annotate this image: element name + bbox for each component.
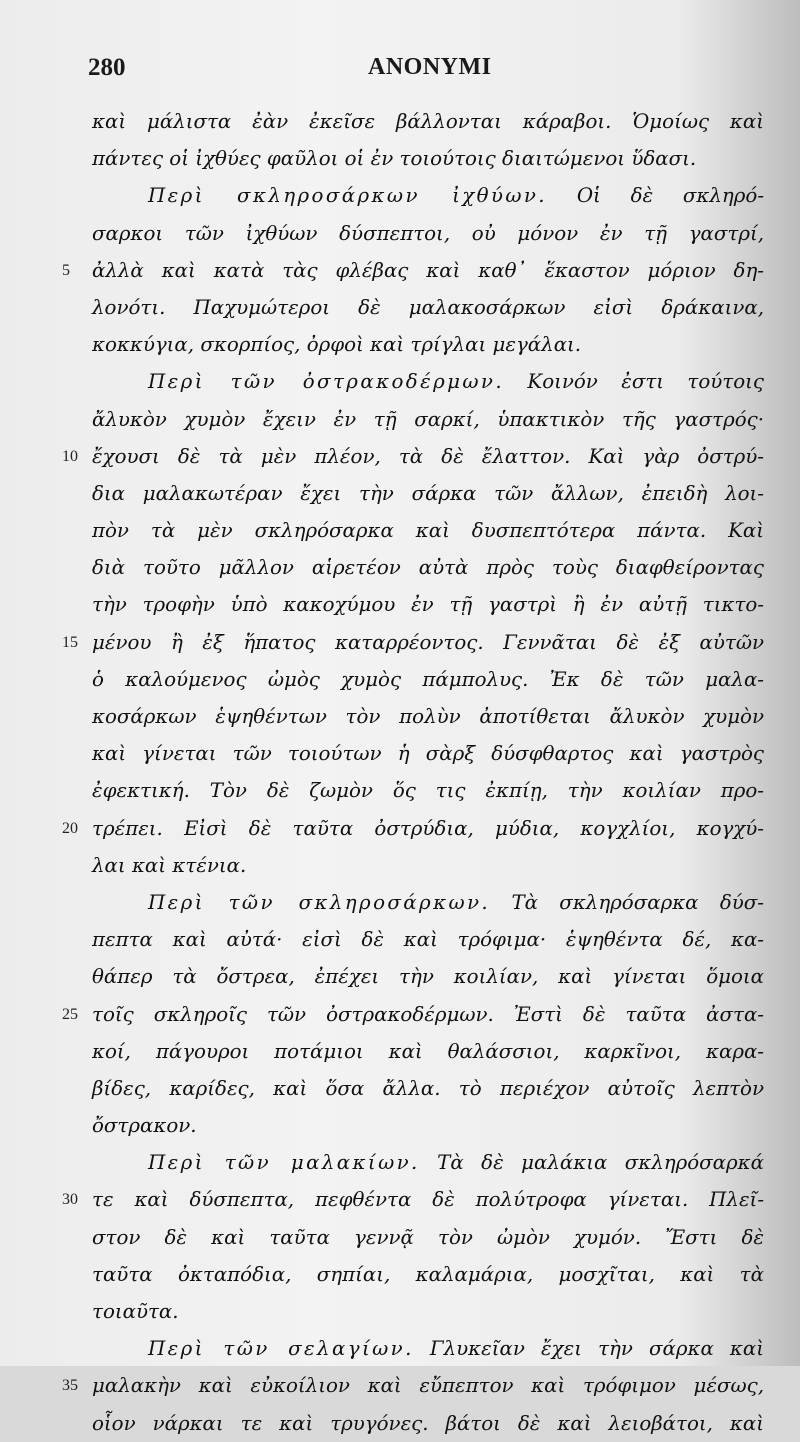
line-content: στον δὲ καὶ ταῦτα γεννᾷ τὸν ὠμὸν χυμόν. Ἔστι δὲ	[92, 1225, 764, 1249]
line-content: καὶ μάλιστα ἐὰν ἐκεῖσε βάλλονται κάραβοι. Ὁμοίως καὶ	[92, 110, 764, 133]
line-content: ἄλυκὸν χυμὸν ἔχειν ἐν τῇ σαρκί, ὑπακτικὸν τῆς γαστρός·	[92, 407, 764, 431]
text-line	[0, 512, 800, 549]
text-line	[0, 1070, 800, 1107]
line-content: ἔχουσι δὲ τὰ μὲν πλέον, τὰ δὲ ἔλαττον. Καὶ γὰρ ὀστρύ-	[92, 444, 764, 468]
line-content: τοιαῦτα.	[92, 1300, 179, 1323]
line-content: μένου ἢ ἐξ ἥπατος καταρρέοντος. Γεννᾶται δὲ ἐξ αὐτῶν	[92, 630, 764, 654]
line-content: δια μαλακωτέραν ἔχει τὴν σάρκα τῶν ἄλλων, ἐπειδὴ λοι-	[92, 481, 764, 505]
line-text	[92, 1405, 764, 1442]
line-text	[92, 289, 764, 326]
line-text	[92, 512, 764, 549]
line-text	[92, 549, 764, 586]
text-line	[0, 661, 800, 698]
running-title: ANONYMI	[368, 54, 492, 80]
line-content: κοκκύγια, σκορπίος, ὀρφοὶ καὶ τρίγλαι μεγάλαι.	[92, 333, 582, 357]
section-heading: Περὶ τῶν μαλακίων.	[148, 1151, 420, 1175]
text-line	[0, 772, 800, 809]
line-content: λονότι. Παχυμώτεροι δὲ μαλακοσάρκων εἰσὶ δράκαινα,	[92, 295, 764, 319]
line-text	[92, 996, 764, 1033]
line-content: διὰ τοῦτο μᾶλλον αἱρετέον αὐτὰ πρὸς τοὺς διαφθείροντας	[92, 556, 764, 580]
text-line	[0, 996, 800, 1033]
text-block	[0, 103, 800, 1442]
line-content: Τὰ σκληρόσαρκα δύσ-	[511, 890, 764, 914]
text-line	[0, 549, 800, 586]
line-content: κοσάρκων ἑψηθέντων τὸν πολὺν ἀποτίθεται ἄλυκὸν χυμὸν	[92, 705, 764, 728]
line-content: τὴν τροφὴν ὑπὸ κακοχύμου ἐν τῇ γαστρὶ ἢ ἐν αὐτῇ τικτο-	[92, 593, 764, 617]
text-line	[0, 289, 800, 326]
text-line	[0, 1107, 800, 1144]
line-content: ἐφεκτική. Τὸν δὲ ζωμὸν ὅς τις ἐκπίῃ, τὴν κοιλίαν προ-	[92, 779, 764, 803]
line-text	[92, 586, 764, 623]
line-content: Γλυκεῖαν ἔχει τὴν σάρκα καὶ	[429, 1337, 764, 1361]
line-text	[92, 847, 764, 884]
text-line	[0, 1181, 800, 1218]
text-line	[0, 958, 800, 995]
line-content: τρέπει. Εἰσὶ δὲ ταῦτα ὀστρύδια, μύδια, κογχλίοι, κογχύ-	[92, 816, 764, 840]
section-heading: Περὶ τῶν σελαγίων.	[148, 1337, 414, 1361]
line-text	[92, 1181, 764, 1218]
line-text	[92, 661, 764, 698]
line-text	[92, 475, 764, 512]
text-line	[0, 1293, 800, 1330]
line-number: 10	[62, 447, 78, 465]
line-text	[92, 140, 764, 177]
line-number: 35	[62, 1377, 78, 1395]
line-text	[92, 1367, 764, 1404]
line-content: πεπτα καὶ αὐτά· εἰσὶ δὲ καὶ τρόφιμα· ἑψηθέντα δέ, κα-	[92, 928, 764, 952]
text-line	[0, 215, 800, 252]
line-content: μαλακὴν καὶ εὐκοίλιον καὶ εὔπεπτον καὶ τρόφιμον μέσως,	[92, 1374, 764, 1398]
line-content: Κοινόν ἐστι τούτοις	[527, 370, 764, 394]
line-text	[92, 1070, 764, 1107]
line-text	[92, 772, 764, 809]
text-line	[0, 326, 800, 363]
text-line	[0, 252, 800, 289]
line-content: θάπερ τὰ ὄστρεα, ἐπέχει τὴν κοιλίαν, καὶ γίνεται ὅμοια	[92, 965, 764, 989]
line-text	[92, 921, 764, 958]
text-line	[0, 698, 800, 735]
line-content: τοῖς σκληροῖς τῶν ὀστρακοδέρμων. Ἐστὶ δὲ ταῦτα ἀστα-	[92, 1002, 764, 1026]
line-content: ὁ καλούμενος ὠμὸς χυμὸς πάμπολυς. Ἐκ δὲ τῶν μαλα-	[92, 667, 764, 691]
text-line	[0, 1033, 800, 1070]
text-line	[0, 810, 800, 847]
line-content: ἀλλὰ καὶ κατὰ τὰς φλέβας καὶ καθ᾽ ἕκαστον μόριον δη-	[92, 258, 764, 282]
line-content: πὸν τὰ μὲν σκληρόσαρκα καὶ δυσπεπτότερα πάντα. Καὶ	[92, 519, 764, 543]
line-number: 20	[62, 819, 78, 837]
line-content: Οἱ δὲ σκληρό-	[576, 184, 764, 208]
line-number: 25	[62, 1005, 78, 1023]
text-line	[0, 438, 800, 475]
line-text	[92, 698, 764, 735]
text-line	[0, 1367, 800, 1404]
line-text	[92, 438, 764, 475]
line-text	[92, 401, 764, 438]
text-line	[0, 140, 800, 177]
line-content: καὶ γίνεται τῶν τοιούτων ἡ σὰρξ δύσφθαρτος καὶ γαστρὸς	[92, 742, 764, 766]
text-line	[0, 1330, 800, 1367]
text-line	[0, 586, 800, 623]
text-line	[0, 363, 800, 400]
line-content: πάντες οἱ ἰχθύες φαῦλοι οἱ ἐν τοιούτοις διαιτώμενοι ὕδασι.	[92, 147, 697, 171]
text-line	[0, 103, 800, 140]
line-text	[92, 810, 764, 847]
text-line	[0, 884, 800, 921]
text-line	[0, 624, 800, 661]
line-number: 30	[62, 1191, 78, 1209]
line-content: σαρκοι τῶν ἰχθύων δύσπεπτοι, οὐ μόνον ἐν τῇ γαστρί,	[92, 221, 764, 245]
text-line	[0, 475, 800, 512]
text-line	[0, 921, 800, 958]
line-text	[92, 326, 764, 363]
line-content: ταῦτα ὀκταπόδια, σηπίαι, καλαμάρια, μοσχῖται, καὶ τὰ	[92, 1262, 764, 1286]
text-line	[0, 1256, 800, 1293]
section-heading: Περὶ τῶν ὀστρακοδέρμων.	[148, 370, 505, 394]
text-line	[0, 177, 800, 214]
line-text	[148, 884, 764, 921]
line-text	[148, 177, 764, 214]
line-content: τε καὶ δύσπεπτα, πεφθέντα δὲ πολύτροφα γίνεται. Πλεῖ-	[92, 1188, 764, 1212]
line-content: κοί, πάγουροι ποτάμιοι καὶ θαλάσσιοι, καρκῖνοι, καρα-	[92, 1039, 764, 1063]
section-heading: Περὶ τῶν σκληροσάρκων.	[148, 890, 491, 914]
text-line	[0, 735, 800, 772]
line-text	[92, 1107, 764, 1144]
text-line	[0, 1405, 800, 1442]
line-text	[92, 252, 764, 289]
line-content: οἷον νάρκαι τε καὶ τρυγόνες. βάτοι δὲ καὶ λειοβάτοι, καὶ	[92, 1411, 764, 1435]
line-number: 15	[62, 633, 78, 651]
line-text	[92, 215, 764, 252]
section-heading: Περὶ σκληροσάρκων ἰχθύων.	[148, 184, 547, 208]
text-line	[0, 847, 800, 884]
line-text	[148, 1144, 764, 1181]
running-head	[0, 50, 800, 90]
line-text	[148, 363, 764, 400]
line-text	[92, 735, 764, 772]
text-line	[0, 401, 800, 438]
line-content: Τὰ δὲ μαλάκια σκληρόσαρκά	[437, 1151, 764, 1175]
line-text	[92, 624, 764, 661]
line-text	[92, 1293, 764, 1330]
line-content: βίδες, καρίδες, καὶ ὅσα ἄλλα. τὸ περιέχον αὐτοῖς λεπτὸν	[92, 1076, 764, 1100]
line-text	[92, 1256, 764, 1293]
line-text	[92, 958, 764, 995]
line-content: ὄστρακον.	[92, 1114, 197, 1138]
line-number: 5	[62, 261, 70, 279]
text-line	[0, 1219, 800, 1256]
line-text	[92, 1033, 764, 1070]
text-line	[0, 1144, 800, 1181]
line-text	[92, 103, 764, 140]
line-text	[148, 1330, 764, 1367]
line-text	[92, 1219, 764, 1256]
page-number: 280	[88, 54, 126, 81]
line-content: λαι καὶ κτένια.	[92, 853, 247, 877]
